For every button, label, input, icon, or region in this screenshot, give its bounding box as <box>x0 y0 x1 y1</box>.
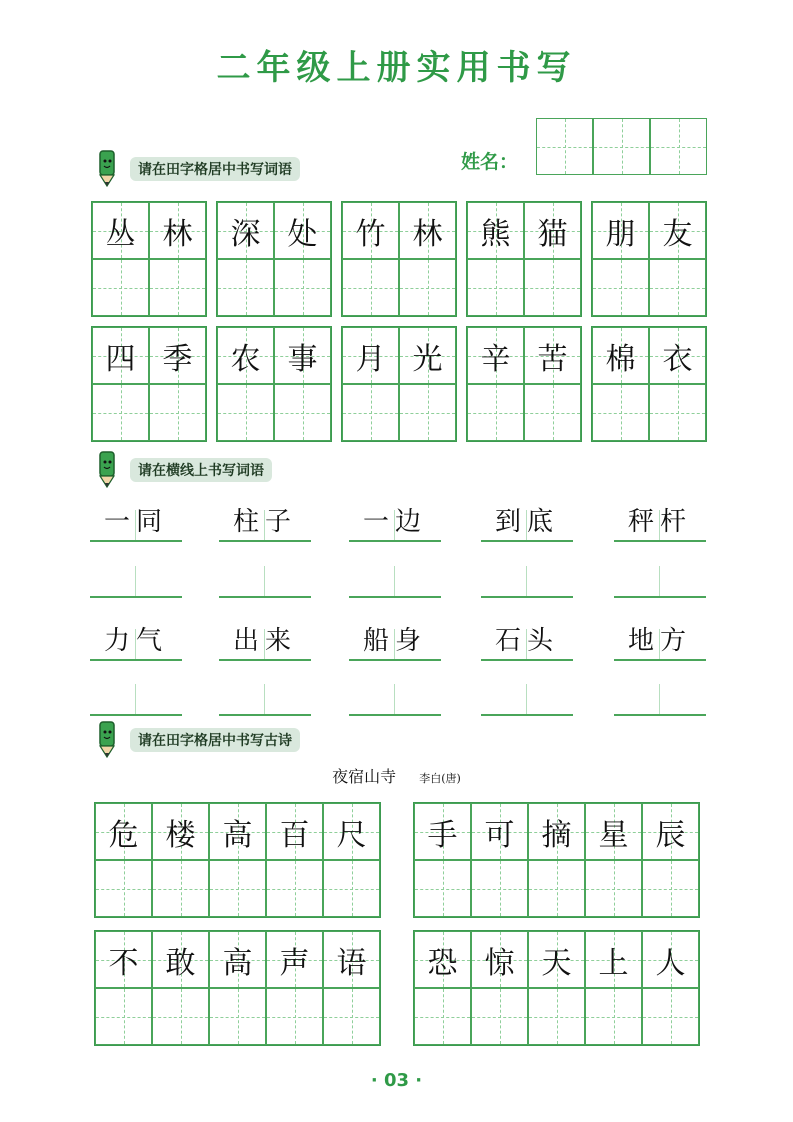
character: 人 <box>655 945 686 981</box>
writing-cell[interactable] <box>274 202 331 259</box>
poem-grid <box>413 802 700 918</box>
name-boxes[interactable] <box>536 118 707 175</box>
guide-divider <box>135 566 136 596</box>
writing-cell[interactable] <box>92 259 149 316</box>
blank-writing-line[interactable] <box>481 678 573 716</box>
writing-cell[interactable] <box>471 860 528 917</box>
character: 深 <box>230 216 261 252</box>
writing-cell[interactable] <box>528 988 585 1045</box>
word-line <box>349 623 441 661</box>
character: 可 <box>484 817 515 853</box>
writing-cell[interactable] <box>342 384 399 441</box>
writing-cell[interactable] <box>266 860 323 917</box>
word-grid <box>591 326 707 442</box>
character: 农 <box>230 341 261 377</box>
character: 朋 <box>605 216 636 252</box>
character: 惊 <box>484 945 515 981</box>
writing-cell[interactable] <box>149 202 206 259</box>
writing-cell[interactable] <box>642 988 699 1045</box>
word-grid-row <box>91 201 707 317</box>
character: 季 <box>162 341 193 377</box>
word-line <box>90 504 182 542</box>
section-label-text: 请在田字格居中书写古诗 <box>130 728 300 752</box>
character: 楼 <box>165 817 196 853</box>
writing-cell[interactable] <box>266 931 323 988</box>
section-label-2 <box>92 458 272 482</box>
blank-writing-line[interactable] <box>614 560 706 598</box>
writing-cell[interactable] <box>524 327 581 384</box>
writing-cell[interactable] <box>528 803 585 860</box>
page-title: 二年级上册实用书写 <box>216 48 577 88</box>
word-text: 力气 <box>103 626 168 656</box>
writing-cell[interactable] <box>209 931 266 988</box>
character: 星 <box>598 817 629 853</box>
writing-cell[interactable] <box>266 803 323 860</box>
character: 四 <box>105 341 136 377</box>
writing-cell[interactable] <box>217 202 274 259</box>
character: 事 <box>287 341 318 377</box>
writing-cell[interactable] <box>524 384 581 441</box>
character: 林 <box>412 216 443 252</box>
character: 百 <box>279 817 310 853</box>
writing-cell[interactable] <box>467 384 524 441</box>
writing-cell[interactable] <box>585 860 642 917</box>
writing-cell[interactable] <box>649 202 706 259</box>
writing-cell[interactable] <box>585 803 642 860</box>
guide-divider <box>394 684 395 714</box>
character: 尺 <box>336 817 367 853</box>
writing-cell[interactable] <box>528 931 585 988</box>
writing-cell[interactable] <box>467 259 524 316</box>
writing-cell[interactable] <box>649 327 706 384</box>
blank-writing-line[interactable] <box>219 560 311 598</box>
character: 友 <box>662 216 693 252</box>
character: 语 <box>336 945 367 981</box>
writing-cell[interactable] <box>592 202 649 259</box>
writing-cell[interactable] <box>149 259 206 316</box>
blank-writing-line[interactable] <box>349 560 441 598</box>
word-grid <box>466 326 582 442</box>
section-label-3 <box>92 728 300 752</box>
character: 衣 <box>662 341 693 377</box>
writing-cell[interactable] <box>471 988 528 1045</box>
writing-cell[interactable] <box>342 327 399 384</box>
section-label-text: 请在横线上书写词语 <box>130 458 272 482</box>
writing-cell[interactable] <box>414 931 471 988</box>
guide-divider <box>659 566 660 596</box>
writing-cell[interactable] <box>209 860 266 917</box>
character: 手 <box>427 817 458 853</box>
writing-cell[interactable] <box>274 327 331 384</box>
word-grid <box>341 201 457 317</box>
character: 不 <box>108 945 139 981</box>
word-text: 一边 <box>362 507 427 537</box>
writing-cell[interactable] <box>467 327 524 384</box>
word-text: 石头 <box>494 626 559 656</box>
writing-cell[interactable] <box>323 860 380 917</box>
writing-cell[interactable] <box>323 803 380 860</box>
character: 摘 <box>541 817 572 853</box>
writing-cell[interactable] <box>92 384 149 441</box>
character: 辛 <box>480 341 511 377</box>
character: 熊 <box>480 216 511 252</box>
character: 棉 <box>605 341 636 377</box>
writing-cell[interactable] <box>342 259 399 316</box>
writing-cell[interactable] <box>471 803 528 860</box>
poem-grid <box>94 930 381 1046</box>
character: 林 <box>162 216 193 252</box>
pencil-icon <box>92 720 122 760</box>
word-text: 地方 <box>627 626 692 656</box>
word-line <box>481 504 573 542</box>
character: 苦 <box>537 341 568 377</box>
name-box[interactable] <box>536 118 593 175</box>
word-grid <box>216 201 332 317</box>
writing-cell[interactable] <box>217 259 274 316</box>
writing-cell[interactable] <box>95 988 152 1045</box>
name-label: 姓名： <box>461 151 519 173</box>
writing-cell[interactable] <box>585 988 642 1045</box>
poem-author: 李白(唐) <box>419 772 461 785</box>
character: 丛 <box>105 216 136 252</box>
word-text: 柱子 <box>232 507 297 537</box>
writing-cell[interactable] <box>95 931 152 988</box>
writing-cell[interactable] <box>217 327 274 384</box>
writing-cell[interactable] <box>592 259 649 316</box>
poem-heading <box>0 764 793 787</box>
guide-divider <box>659 684 660 714</box>
writing-cell[interactable] <box>323 931 380 988</box>
writing-cell[interactable] <box>274 259 331 316</box>
word-grid <box>91 326 207 442</box>
word-text: 到底 <box>494 507 559 537</box>
writing-cell[interactable] <box>642 803 699 860</box>
writing-cell[interactable] <box>642 931 699 988</box>
section-label-text: 请在田字格居中书写词语 <box>130 157 300 181</box>
guide-divider <box>394 566 395 596</box>
poem-title: 夜宿山寺 <box>332 767 397 786</box>
word-grid <box>341 326 457 442</box>
word-grid <box>216 326 332 442</box>
writing-cell[interactable] <box>471 931 528 988</box>
writing-cell[interactable] <box>152 803 209 860</box>
writing-cell[interactable] <box>209 988 266 1045</box>
writing-cell[interactable] <box>323 988 380 1045</box>
writing-cell[interactable] <box>414 803 471 860</box>
pencil-icon <box>92 149 122 189</box>
character: 处 <box>287 216 318 252</box>
writing-cell[interactable] <box>592 327 649 384</box>
writing-cell[interactable] <box>152 860 209 917</box>
writing-cell[interactable] <box>342 202 399 259</box>
writing-cell[interactable] <box>274 384 331 441</box>
guide-divider <box>264 566 265 596</box>
writing-cell[interactable] <box>209 803 266 860</box>
character: 高 <box>222 945 253 981</box>
writing-cell[interactable] <box>524 259 581 316</box>
writing-cell[interactable] <box>399 202 456 259</box>
writing-cell[interactable] <box>642 860 699 917</box>
guide-divider <box>526 684 527 714</box>
writing-cell[interactable] <box>95 860 152 917</box>
writing-cell[interactable] <box>152 988 209 1045</box>
character: 猫 <box>537 216 568 252</box>
blank-writing-line[interactable] <box>614 678 706 716</box>
word-grid <box>466 201 582 317</box>
word-line <box>219 504 311 542</box>
writing-cell[interactable] <box>152 931 209 988</box>
writing-cell[interactable] <box>649 384 706 441</box>
word-line <box>219 623 311 661</box>
blank-writing-line[interactable] <box>481 560 573 598</box>
word-text: 船身 <box>362 626 427 656</box>
page-number: · 03 · <box>370 1070 423 1091</box>
word-line <box>481 623 573 661</box>
writing-cell[interactable] <box>95 803 152 860</box>
pencil-icon <box>92 450 122 490</box>
character: 敢 <box>165 945 196 981</box>
character: 高 <box>222 817 253 853</box>
character: 声 <box>279 945 310 981</box>
writing-cell[interactable] <box>399 327 456 384</box>
writing-cell[interactable] <box>399 384 456 441</box>
blank-writing-line[interactable] <box>349 678 441 716</box>
word-line <box>349 504 441 542</box>
writing-cell[interactable] <box>266 988 323 1045</box>
guide-divider <box>526 566 527 596</box>
poem-grid <box>94 802 381 918</box>
guide-divider <box>135 684 136 714</box>
writing-cell[interactable] <box>92 202 149 259</box>
word-line <box>614 504 706 542</box>
word-text: 出来 <box>232 626 297 656</box>
character: 月 <box>355 341 386 377</box>
writing-cell[interactable] <box>524 202 581 259</box>
writing-cell[interactable] <box>149 327 206 384</box>
guide-divider <box>264 684 265 714</box>
writing-cell[interactable] <box>467 202 524 259</box>
word-line <box>614 623 706 661</box>
blank-writing-line[interactable] <box>90 560 182 598</box>
name-box[interactable] <box>593 118 650 175</box>
writing-cell[interactable] <box>592 384 649 441</box>
writing-cell[interactable] <box>92 327 149 384</box>
section-label-1 <box>92 157 300 181</box>
word-text: 秤杆 <box>627 507 692 537</box>
name-box[interactable] <box>650 118 707 175</box>
writing-cell[interactable] <box>528 860 585 917</box>
word-line <box>90 623 182 661</box>
blank-writing-line[interactable] <box>90 678 182 716</box>
word-text: 一同 <box>103 507 168 537</box>
writing-cell[interactable] <box>649 259 706 316</box>
writing-cell[interactable] <box>414 988 471 1045</box>
poem-grid <box>413 930 700 1046</box>
character: 辰 <box>655 817 686 853</box>
blank-writing-line[interactable] <box>219 678 311 716</box>
character: 危 <box>108 817 139 853</box>
character: 天 <box>541 945 572 981</box>
writing-cell[interactable] <box>414 860 471 917</box>
character: 光 <box>412 341 443 377</box>
word-grid-row <box>91 326 707 442</box>
word-grid <box>591 201 707 317</box>
writing-cell[interactable] <box>217 384 274 441</box>
writing-cell[interactable] <box>585 931 642 988</box>
character: 上 <box>598 945 629 981</box>
word-grid <box>91 201 207 317</box>
character: 竹 <box>355 216 386 252</box>
character: 恐 <box>427 945 458 981</box>
writing-cell[interactable] <box>399 259 456 316</box>
writing-cell[interactable] <box>149 384 206 441</box>
